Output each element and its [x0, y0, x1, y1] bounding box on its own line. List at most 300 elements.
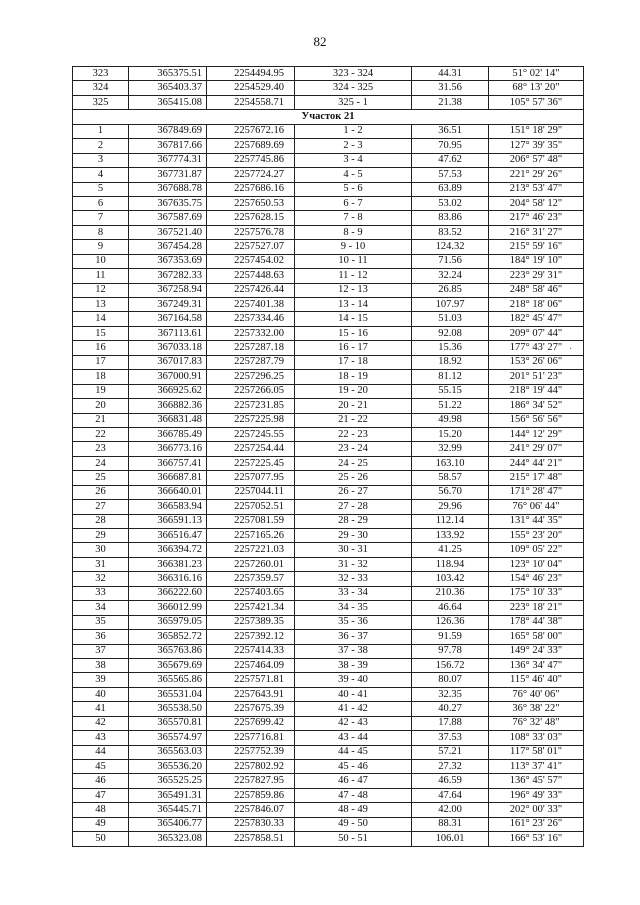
point-number-cell: 18 [73, 370, 129, 384]
coord-x-cell: 366222.60 [129, 586, 207, 600]
coord-x-cell: 365415.08 [129, 95, 207, 109]
table-row [73, 788, 584, 802]
point-number-cell: 12 [73, 283, 129, 297]
coord-y-cell: 2254529.40 [207, 81, 295, 95]
coord-x-cell: 367017.83 [129, 355, 207, 369]
segment-cell: 23 - 24 [295, 442, 412, 456]
bearing-cell: 202° 00' 33" [489, 803, 584, 817]
segment-cell: 36 - 37 [295, 630, 412, 644]
coord-y-cell: 2257287.79 [207, 355, 295, 369]
coord-y-cell: 2257643.91 [207, 687, 295, 701]
segment-cell: 24 - 25 [295, 456, 412, 470]
coord-x-cell: 365538.50 [129, 702, 207, 716]
point-number-cell: 45 [73, 760, 129, 774]
length-cell: 107.97 [412, 298, 489, 312]
segment-cell: 37 - 38 [295, 644, 412, 658]
coord-y-cell: 2257745.86 [207, 153, 295, 167]
coord-y-cell: 2257675.39 [207, 702, 295, 716]
coord-y-cell: 2257421.34 [207, 601, 295, 615]
table-row [73, 153, 584, 167]
table-row [73, 745, 584, 759]
coord-y-cell: 2257044.11 [207, 485, 295, 499]
table-row [73, 514, 584, 528]
segment-cell: 39 - 40 [295, 673, 412, 687]
coord-y-cell: 2257401.38 [207, 298, 295, 312]
bearing-cell: 166° 53' 16" [489, 832, 584, 846]
bearing-cell: 206° 57' 48" [489, 153, 584, 167]
table-row [73, 283, 584, 297]
segment-cell: 49 - 50 [295, 817, 412, 831]
point-number-cell: 17 [73, 355, 129, 369]
point-number-cell: 35 [73, 615, 129, 629]
coord-y-cell: 2257296.25 [207, 370, 295, 384]
segment-cell: 31 - 32 [295, 557, 412, 571]
coord-x-cell: 366640.01 [129, 485, 207, 499]
point-number-cell: 49 [73, 817, 129, 831]
table-row [73, 543, 584, 557]
segment-cell: 27 - 28 [295, 500, 412, 514]
coord-y-cell: 2257859.86 [207, 788, 295, 802]
coord-y-cell: 2257225.45 [207, 456, 295, 470]
coord-y-cell: 2257752.39 [207, 745, 295, 759]
length-cell: 17.88 [412, 716, 489, 730]
table-row [73, 572, 584, 586]
point-number-cell: 16 [73, 341, 129, 355]
bearing-cell: 76° 06' 44" [489, 500, 584, 514]
table-row [73, 427, 584, 441]
table-row [73, 384, 584, 398]
coord-y-cell: 2257464.09 [207, 658, 295, 672]
table-row [73, 601, 584, 615]
bearing-cell: 154° 46' 23" [489, 572, 584, 586]
length-cell: 15.20 [412, 427, 489, 441]
segment-cell: 14 - 15 [295, 312, 412, 326]
coord-x-cell: 366583.94 [129, 500, 207, 514]
coord-y-cell: 2257571.81 [207, 673, 295, 687]
coord-x-cell: 367688.78 [129, 182, 207, 196]
coord-x-cell: 366012.99 [129, 601, 207, 615]
table-row [73, 254, 584, 268]
coord-y-cell: 2257454.02 [207, 254, 295, 268]
point-number-cell: 27 [73, 500, 129, 514]
table-row [73, 774, 584, 788]
coord-y-cell: 2257802.92 [207, 760, 295, 774]
coord-x-cell: 366925.62 [129, 384, 207, 398]
point-number-cell: 323 [73, 67, 129, 81]
coord-y-cell: 2257266.05 [207, 384, 295, 398]
segment-cell: 34 - 35 [295, 601, 412, 615]
table-row [73, 832, 584, 846]
coord-y-cell: 2257576.78 [207, 225, 295, 239]
table-row [73, 658, 584, 672]
point-number-cell: 10 [73, 254, 129, 268]
point-number-cell: 4 [73, 168, 129, 182]
point-number-cell: 7 [73, 211, 129, 225]
coord-y-cell: 2257392.12 [207, 630, 295, 644]
coord-x-cell: 365525.25 [129, 774, 207, 788]
coord-x-cell: 365531.04 [129, 687, 207, 701]
segment-cell: 41 - 42 [295, 702, 412, 716]
coord-y-cell: 2257527.07 [207, 240, 295, 254]
length-cell: 36.51 [412, 124, 489, 138]
coord-x-cell: 366773.16 [129, 442, 207, 456]
bearing-cell: 248° 58' 46" [489, 283, 584, 297]
bearing-cell: 177° 43' 27" [489, 341, 584, 355]
length-cell: 40.27 [412, 702, 489, 716]
point-number-cell: 41 [73, 702, 129, 716]
coordinates-table [72, 66, 584, 847]
point-number-cell: 20 [73, 399, 129, 413]
coord-y-cell: 2257081.59 [207, 514, 295, 528]
bearing-cell: 51° 02' 14" [489, 67, 584, 81]
point-number-cell: 50 [73, 832, 129, 846]
table-row [73, 168, 584, 182]
length-cell: 18.92 [412, 355, 489, 369]
point-number-cell: 28 [73, 514, 129, 528]
segment-cell: 15 - 16 [295, 326, 412, 340]
coord-x-cell: 367249.31 [129, 298, 207, 312]
table-row [73, 139, 584, 153]
coord-y-cell: 2257403.65 [207, 586, 295, 600]
bearing-cell: 216° 31' 27" [489, 225, 584, 239]
segment-cell: 11 - 12 [295, 269, 412, 283]
bearing-cell: 113° 37' 41" [489, 760, 584, 774]
table-row [73, 471, 584, 485]
table-row [73, 687, 584, 701]
segment-cell: 50 - 51 [295, 832, 412, 846]
coord-x-cell: 366394.72 [129, 543, 207, 557]
point-number-cell: 3 [73, 153, 129, 167]
segment-cell: 10 - 11 [295, 254, 412, 268]
coord-x-cell: 367454.28 [129, 240, 207, 254]
coord-y-cell: 2257672.16 [207, 124, 295, 138]
segment-cell: 46 - 47 [295, 774, 412, 788]
segment-cell: 6 - 7 [295, 196, 412, 210]
coord-y-cell: 2257334.46 [207, 312, 295, 326]
coord-x-cell: 367353.69 [129, 254, 207, 268]
table-row [73, 644, 584, 658]
point-number-cell: 9 [73, 240, 129, 254]
coord-x-cell: 365445.71 [129, 803, 207, 817]
table-row [73, 81, 584, 95]
segment-cell: 43 - 44 [295, 731, 412, 745]
coord-x-cell: 365679.69 [129, 658, 207, 672]
bearing-cell: 215° 59' 16" [489, 240, 584, 254]
table-row [73, 269, 584, 283]
section-row [73, 110, 584, 124]
bearing-cell: 155° 23' 20" [489, 529, 584, 543]
coord-y-cell: 2254494.95 [207, 67, 295, 81]
bearing-cell: 209° 07' 44" [489, 326, 584, 340]
length-cell: 92.08 [412, 326, 489, 340]
coord-y-cell: 2257052.51 [207, 500, 295, 514]
segment-cell: 325 - 1 [295, 95, 412, 109]
coord-x-cell: 367731.87 [129, 168, 207, 182]
segment-cell: 18 - 19 [295, 370, 412, 384]
table-row [73, 803, 584, 817]
table-row [73, 312, 584, 326]
bearing-cell: 184° 19' 10" [489, 254, 584, 268]
length-cell: 57.53 [412, 168, 489, 182]
segment-cell: 12 - 13 [295, 283, 412, 297]
coord-x-cell: 366882.36 [129, 399, 207, 413]
coord-y-cell: 2257716.81 [207, 731, 295, 745]
length-cell: 118.94 [412, 557, 489, 571]
coord-x-cell: 365491.31 [129, 788, 207, 802]
table-row [73, 630, 584, 644]
coord-y-cell: 2254558.71 [207, 95, 295, 109]
table-row [73, 615, 584, 629]
coord-x-cell: 367258.94 [129, 283, 207, 297]
bearing-cell: 186° 34' 52" [489, 399, 584, 413]
coord-y-cell: 2257245.55 [207, 427, 295, 441]
table-row [73, 586, 584, 600]
length-cell: 47.62 [412, 153, 489, 167]
length-cell: 47.64 [412, 788, 489, 802]
coord-x-cell: 367113.61 [129, 326, 207, 340]
length-cell: 58.57 [412, 471, 489, 485]
bearing-cell: 136° 34' 47" [489, 658, 584, 672]
coord-y-cell: 2257448.63 [207, 269, 295, 283]
length-cell: 210.36 [412, 586, 489, 600]
length-cell: 80.07 [412, 673, 489, 687]
coord-x-cell: 365852.72 [129, 630, 207, 644]
coord-x-cell: 367521.40 [129, 225, 207, 239]
coord-y-cell: 2257225.98 [207, 413, 295, 427]
segment-cell: 1 - 2 [295, 124, 412, 138]
segment-cell: 8 - 9 [295, 225, 412, 239]
table-row [73, 557, 584, 571]
coord-y-cell: 2257699.42 [207, 716, 295, 730]
table-row [73, 211, 584, 225]
coordinates-table-body [73, 67, 584, 847]
bearing-cell: 76° 32' 48" [489, 716, 584, 730]
coord-y-cell: 2257359.57 [207, 572, 295, 586]
length-cell: 29.96 [412, 500, 489, 514]
table-row [73, 298, 584, 312]
margin-mark: · [569, 344, 573, 355]
segment-cell: 25 - 26 [295, 471, 412, 485]
bearing-cell: 115° 46' 40" [489, 673, 584, 687]
bearing-cell: 165° 58' 00" [489, 630, 584, 644]
coord-x-cell: 366687.81 [129, 471, 207, 485]
coord-y-cell: 2257077.95 [207, 471, 295, 485]
coord-x-cell: 367164.58 [129, 312, 207, 326]
point-number-cell: 42 [73, 716, 129, 730]
point-number-cell: 25 [73, 471, 129, 485]
bearing-cell: 182° 45' 47" [489, 312, 584, 326]
point-number-cell: 38 [73, 658, 129, 672]
coord-y-cell: 2257426.44 [207, 283, 295, 297]
point-number-cell: 22 [73, 427, 129, 441]
coord-y-cell: 2257332.00 [207, 326, 295, 340]
coord-y-cell: 2257260.01 [207, 557, 295, 571]
segment-cell: 48 - 49 [295, 803, 412, 817]
table-row [73, 326, 584, 340]
table-row [73, 399, 584, 413]
point-number-cell: 47 [73, 788, 129, 802]
coord-y-cell: 2257221.03 [207, 543, 295, 557]
bearing-cell: 76° 40' 06" [489, 687, 584, 701]
coord-x-cell: 365979.05 [129, 615, 207, 629]
segment-cell: 5 - 6 [295, 182, 412, 196]
coord-x-cell: 366757.41 [129, 456, 207, 470]
length-cell: 163.10 [412, 456, 489, 470]
bearing-cell: 136° 45' 57" [489, 774, 584, 788]
coord-x-cell: 367282.33 [129, 269, 207, 283]
segment-cell: 4 - 5 [295, 168, 412, 182]
bearing-cell: 244° 44' 21" [489, 456, 584, 470]
point-number-cell: 8 [73, 225, 129, 239]
table-row [73, 355, 584, 369]
table-row [73, 716, 584, 730]
length-cell: 55.15 [412, 384, 489, 398]
table-row [73, 760, 584, 774]
coord-x-cell: 366831.48 [129, 413, 207, 427]
segment-cell: 16 - 17 [295, 341, 412, 355]
coordinates-table-container [72, 66, 583, 847]
segment-cell: 2 - 3 [295, 139, 412, 153]
point-number-cell: 2 [73, 139, 129, 153]
bearing-cell: 123° 10' 04" [489, 557, 584, 571]
bearing-cell: 144° 12' 29" [489, 427, 584, 441]
length-cell: 26.85 [412, 283, 489, 297]
table-row [73, 731, 584, 745]
bearing-cell: 217° 46' 23" [489, 211, 584, 225]
table-row [73, 67, 584, 81]
coord-y-cell: 2257287.18 [207, 341, 295, 355]
table-row [73, 702, 584, 716]
coord-x-cell: 367635.75 [129, 196, 207, 210]
coord-y-cell: 2257827.95 [207, 774, 295, 788]
point-number-cell: 36 [73, 630, 129, 644]
length-cell: 103.42 [412, 572, 489, 586]
table-row [73, 240, 584, 254]
bearing-cell: 223° 18' 21" [489, 601, 584, 615]
bearing-cell: 127° 39' 35" [489, 139, 584, 153]
segment-cell: 17 - 18 [295, 355, 412, 369]
bearing-cell: 218° 18' 06" [489, 298, 584, 312]
bearing-cell: 105° 57' 36" [489, 95, 584, 109]
coord-x-cell: 367774.31 [129, 153, 207, 167]
point-number-cell: 24 [73, 456, 129, 470]
coord-x-cell: 367587.69 [129, 211, 207, 225]
length-cell: 44.31 [412, 67, 489, 81]
segment-cell: 22 - 23 [295, 427, 412, 441]
length-cell: 53.02 [412, 196, 489, 210]
segment-cell: 47 - 48 [295, 788, 412, 802]
segment-cell: 323 - 324 [295, 67, 412, 81]
bearing-cell: 213° 53' 47" [489, 182, 584, 196]
coord-y-cell: 2257846.07 [207, 803, 295, 817]
length-cell: 71.56 [412, 254, 489, 268]
point-number-cell: 6 [73, 196, 129, 210]
segment-cell: 29 - 30 [295, 529, 412, 543]
coord-x-cell: 365563.03 [129, 745, 207, 759]
length-cell: 51.22 [412, 399, 489, 413]
length-cell: 15.36 [412, 341, 489, 355]
coord-x-cell: 366591.13 [129, 514, 207, 528]
segment-cell: 32 - 33 [295, 572, 412, 586]
table-row [73, 95, 584, 109]
coord-x-cell: 365763.86 [129, 644, 207, 658]
point-number-cell: 11 [73, 269, 129, 283]
length-cell: 156.72 [412, 658, 489, 672]
length-cell: 112.14 [412, 514, 489, 528]
segment-cell: 26 - 27 [295, 485, 412, 499]
coord-y-cell: 2257858.51 [207, 832, 295, 846]
point-number-cell: 34 [73, 601, 129, 615]
segment-cell: 33 - 34 [295, 586, 412, 600]
point-number-cell: 13 [73, 298, 129, 312]
coord-y-cell: 2257686.16 [207, 182, 295, 196]
coord-x-cell: 367817.66 [129, 139, 207, 153]
point-number-cell: 39 [73, 673, 129, 687]
length-cell: 46.59 [412, 774, 489, 788]
coord-x-cell: 365406.77 [129, 817, 207, 831]
coord-x-cell: 365570.81 [129, 716, 207, 730]
point-number-cell: 325 [73, 95, 129, 109]
bearing-cell: 204° 58' 12" [489, 196, 584, 210]
coord-y-cell: 2257830.33 [207, 817, 295, 831]
segment-cell: 324 - 325 [295, 81, 412, 95]
segment-cell: 19 - 20 [295, 384, 412, 398]
table-row [73, 500, 584, 514]
point-number-cell: 31 [73, 557, 129, 571]
length-cell: 133.92 [412, 529, 489, 543]
segment-cell: 28 - 29 [295, 514, 412, 528]
point-number-cell: 21 [73, 413, 129, 427]
length-cell: 83.86 [412, 211, 489, 225]
bearing-cell: 153° 26' 06" [489, 355, 584, 369]
bearing-cell: 117° 58' 01" [489, 745, 584, 759]
point-number-cell: 5 [73, 182, 129, 196]
length-cell: 46.64 [412, 601, 489, 615]
coord-x-cell: 365536.20 [129, 760, 207, 774]
bearing-cell: 149° 24' 33" [489, 644, 584, 658]
table-row [73, 341, 584, 355]
segment-cell: 38 - 39 [295, 658, 412, 672]
coord-y-cell: 2257414.33 [207, 644, 295, 658]
segment-cell: 42 - 43 [295, 716, 412, 730]
bearing-cell: 36° 38' 22" [489, 702, 584, 716]
length-cell: 31.56 [412, 81, 489, 95]
table-row [73, 442, 584, 456]
length-cell: 32.24 [412, 269, 489, 283]
length-cell: 51.03 [412, 312, 489, 326]
coord-x-cell: 366316.16 [129, 572, 207, 586]
length-cell: 27.32 [412, 760, 489, 774]
length-cell: 88.31 [412, 817, 489, 831]
segment-cell: 20 - 21 [295, 399, 412, 413]
bearing-cell: 178° 44' 38" [489, 615, 584, 629]
point-number-cell: 33 [73, 586, 129, 600]
length-cell: 37.53 [412, 731, 489, 745]
length-cell: 124.32 [412, 240, 489, 254]
point-number-cell: 29 [73, 529, 129, 543]
coord-x-cell: 365375.51 [129, 67, 207, 81]
bearing-cell: 161° 23' 26" [489, 817, 584, 831]
length-cell: 57.21 [412, 745, 489, 759]
coord-x-cell: 366516.47 [129, 529, 207, 543]
bearing-cell: 109° 05' 22" [489, 543, 584, 557]
coord-y-cell: 2257724.27 [207, 168, 295, 182]
table-row [73, 124, 584, 138]
point-number-cell: 44 [73, 745, 129, 759]
coord-y-cell: 2257231.85 [207, 399, 295, 413]
coord-x-cell: 365403.37 [129, 81, 207, 95]
length-cell: 32.35 [412, 687, 489, 701]
